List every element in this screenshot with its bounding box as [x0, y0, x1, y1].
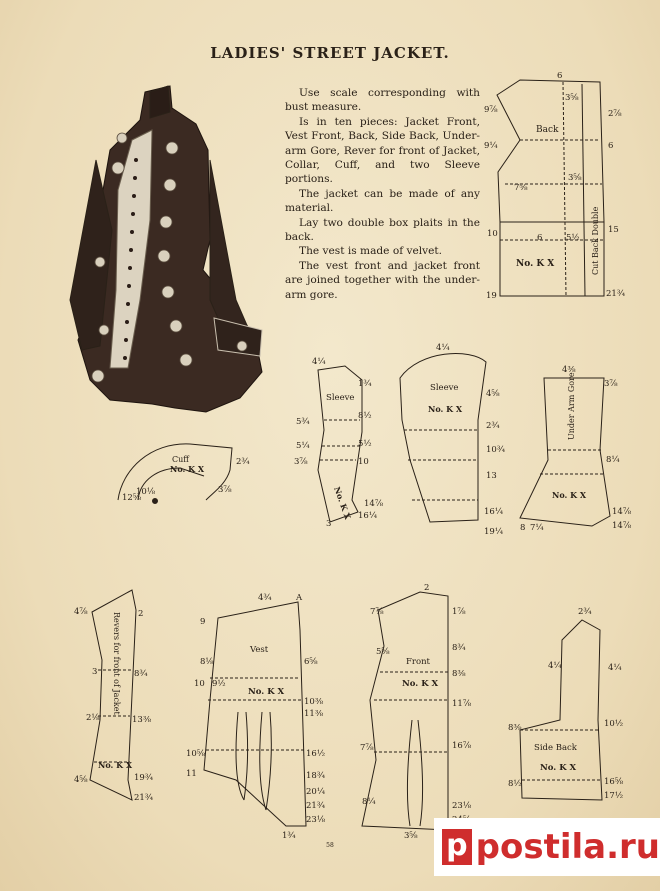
measure: 10 — [358, 457, 369, 467]
piece-label: Front — [406, 657, 430, 667]
measure: 10⅛ — [136, 487, 156, 497]
pattern-vest — [204, 602, 306, 826]
measure: 2¾ — [236, 457, 250, 467]
page-number: 58 — [326, 842, 334, 849]
page-title: LADIES' STREET JACKET. — [210, 44, 450, 62]
measure: 2¾ — [486, 421, 500, 431]
piece-label: Revers for front of Jacket — [112, 612, 121, 715]
instruction-paragraph: Use scale corresponding with bust measure. — [285, 87, 480, 114]
measure: 6⅝ — [304, 657, 318, 667]
measure: 4⅝ — [74, 775, 88, 785]
measure: 4¼ — [548, 661, 562, 671]
measure: 21¾ — [134, 793, 154, 803]
measure: 10 — [194, 679, 205, 689]
measure: 3⅝ — [568, 173, 582, 183]
piece-label: Vest — [250, 645, 269, 655]
measure: 7⅝ — [514, 183, 528, 193]
measure: 11⅞ — [452, 699, 472, 709]
measure: 2⅛ — [86, 713, 100, 723]
measure: 16½ — [306, 749, 326, 759]
watermark-text: postila.ru — [475, 827, 660, 867]
measure: 16¼ — [358, 511, 378, 521]
measure: 3⅝ — [404, 831, 418, 841]
measure: 5¼ — [296, 441, 310, 451]
measure: 1¾ — [282, 831, 296, 841]
measure: 14⅞ — [612, 521, 632, 531]
measure: 19¾ — [134, 773, 154, 783]
pattern-front — [362, 592, 448, 830]
measure: 8¾ — [452, 643, 466, 653]
measure: 5⅝ — [376, 647, 390, 657]
watermark-logo-icon: p — [442, 829, 472, 865]
measure: 4¼ — [608, 663, 622, 673]
measure: 17½ — [604, 791, 624, 801]
measure: 2 — [424, 583, 430, 593]
measure: 3⅞ — [294, 457, 308, 467]
measure: 2¾ — [578, 607, 592, 617]
piece-mark: No. K X — [332, 485, 354, 521]
measure: 15 — [608, 225, 619, 235]
measure: 19¼ — [484, 527, 504, 537]
instruction-paragraph: Lay two double box plaits in the back. — [285, 216, 480, 244]
measure: 5½ — [358, 439, 372, 449]
piece-label: Sleeve — [326, 393, 355, 403]
measure: 9½ — [212, 679, 226, 689]
measure: 10 — [487, 229, 498, 239]
measure: 8⅜ — [508, 723, 522, 733]
instruction-paragraph: The jacket can be made of any material. — [285, 187, 480, 215]
instruction-paragraph: The vest is made of velvet. — [299, 245, 443, 258]
measure: 8⅜ — [452, 669, 466, 679]
piece-mark: No. K X — [248, 687, 285, 697]
measure: 3⅞ — [218, 485, 232, 495]
measure: 18¾ — [306, 771, 326, 781]
watermark — [434, 818, 660, 876]
measure: 16⅝ — [604, 777, 624, 787]
measure: 21¾ — [306, 801, 326, 811]
measure: 4¼ — [436, 343, 450, 353]
measure: 3⅝ — [565, 93, 579, 103]
measure: 9 — [200, 617, 206, 627]
measure: 4¼ — [312, 357, 326, 367]
measure: 11⅜ — [304, 709, 324, 719]
piece-mark: No. K X — [540, 763, 577, 773]
piece-label: Side Back — [534, 743, 577, 753]
measure: 3 — [92, 667, 98, 677]
measure: 10⅜ — [304, 697, 324, 707]
measure: 10½ — [604, 719, 624, 729]
piece-label: Under Arm Gore — [567, 372, 576, 440]
measure: 8¼ — [606, 455, 620, 465]
piece-mark: No. K X — [98, 760, 133, 770]
measure: 16⅞ — [452, 741, 472, 751]
measure: 6 — [608, 141, 614, 151]
piece-label: Sleeve — [430, 383, 459, 393]
measure: 19 — [486, 291, 497, 301]
piece-mark: No. K X — [516, 259, 555, 269]
measure: 23⅛ — [452, 801, 472, 811]
measure: 14⅞ — [612, 507, 632, 517]
measure: 6 — [537, 233, 543, 243]
measure: 13 — [486, 471, 497, 481]
measure: 6 — [557, 71, 563, 81]
measure: 12⅝ — [122, 493, 142, 503]
piece-label: Back — [536, 125, 559, 135]
measure: 3⅞ — [604, 379, 618, 389]
measure: 1¾ — [358, 379, 372, 389]
measure: 8½ — [508, 779, 522, 789]
measure: 23⅛ — [306, 815, 326, 825]
measure: 16¼ — [484, 507, 504, 517]
measure: 9¼ — [484, 141, 498, 151]
measure: 5¾ — [296, 417, 310, 427]
measure: 20¼ — [306, 787, 326, 797]
pattern-sleeve-under — [400, 354, 486, 522]
measure: 21¾ — [606, 289, 626, 299]
measure: A — [296, 593, 303, 603]
piece-mark: No. K X — [170, 464, 205, 474]
measure: 4¾ — [258, 593, 272, 603]
measure: 9⅞ — [484, 105, 498, 115]
piece-mark: No. K X — [402, 679, 439, 689]
measure: 2⅞ — [608, 109, 622, 119]
piece-label: Cuff — [172, 455, 189, 464]
piece-mark: No. K X — [552, 490, 587, 500]
measure: 1⅞ — [452, 607, 466, 617]
measure: 10⅝ — [186, 749, 206, 759]
measure: 8¼ — [362, 797, 376, 807]
measure: 7⅞ — [370, 607, 384, 617]
jacket-illustration — [70, 86, 262, 412]
piece-mark: No. K X — [428, 404, 463, 414]
measure: 13⅜ — [132, 715, 152, 725]
measure: 11 — [186, 769, 197, 779]
measure: 5½ — [566, 233, 580, 243]
measure: 4⅞ — [74, 607, 88, 617]
measure: 7¼ — [530, 523, 544, 533]
instruction-paragraph: Is in ten pieces: Jacket Front, Vest Front, Back, Side Back, Under-arm Gore, Rever for front of Jacket, Collar, Cuff, and two Sleeve portions. — [285, 115, 480, 186]
measure: 10¾ — [486, 445, 506, 455]
measure: 4⅝ — [486, 389, 500, 399]
measure: 3 — [326, 519, 332, 529]
measure: 8⅛ — [200, 657, 214, 667]
measure: 8¾ — [134, 669, 148, 679]
measure: 2 — [138, 609, 144, 619]
piece-fold-note: Cut Back Double — [591, 206, 600, 275]
measure: 14⅞ — [364, 499, 384, 509]
pattern-under-arm-gore — [520, 378, 610, 526]
measure: 8½ — [358, 411, 372, 421]
measure: 4⅜ — [562, 365, 576, 375]
instruction-paragraph: The vest front and jacket front are joined together with the under-arm gore. — [285, 259, 480, 301]
pattern-side-back — [520, 620, 602, 800]
measure: 8 — [520, 523, 526, 533]
measure: 7⅞ — [360, 743, 374, 753]
